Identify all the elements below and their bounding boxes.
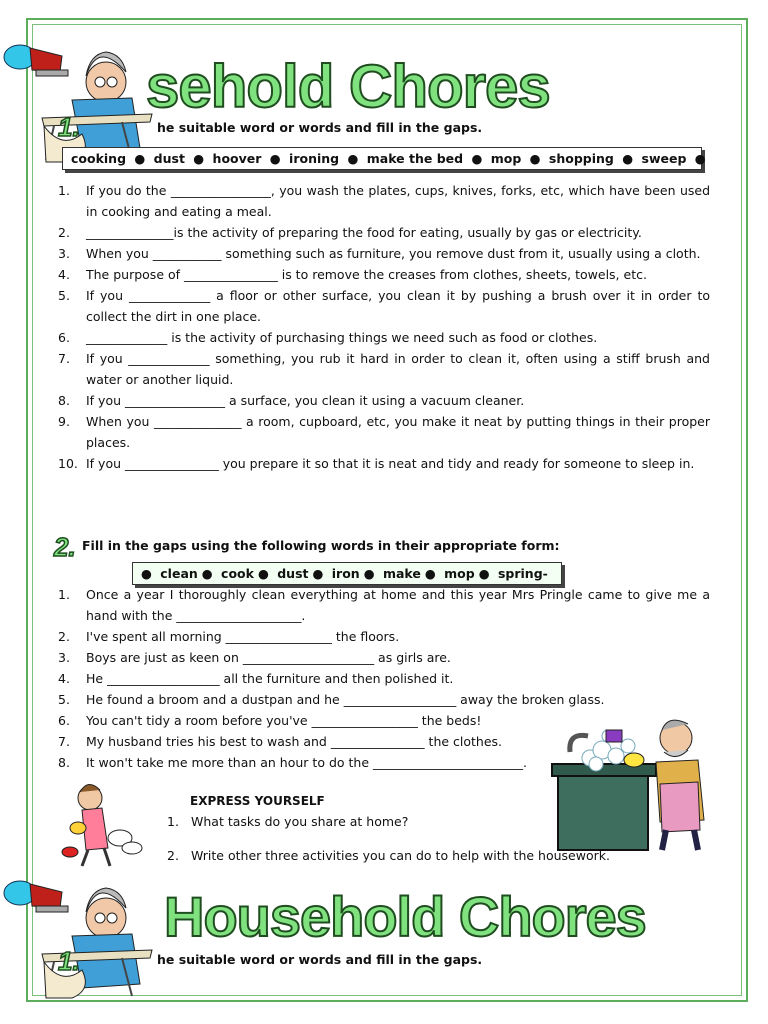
word-option: mop (444, 566, 475, 581)
list-item (58, 647, 710, 668)
item-number: 4. (58, 267, 70, 282)
word-option: hoover (212, 151, 262, 166)
word-bullet: ● (424, 566, 441, 581)
item-number: 5. (58, 692, 70, 707)
item-text: He __________________ all the furniture and then polished it. (86, 671, 454, 686)
list-item (58, 390, 710, 411)
word-option: iron (331, 566, 360, 581)
item-text: If you do the ________________, you wash the plates, cups, knives, forks, etc, which have been used in cooking and eating a meal. (86, 183, 710, 219)
word-option: cooking (71, 151, 127, 166)
word-option: mop (490, 151, 522, 166)
word-bullet: ● (257, 566, 274, 581)
exercise1-number: 1. (58, 112, 80, 142)
item-number: 4. (58, 671, 70, 686)
word-bullet: ● (141, 566, 157, 581)
word-option: dust (153, 151, 185, 166)
word-option: clean (160, 566, 198, 581)
item-number: 9. (58, 414, 70, 429)
item-text: ______________is the activity of preparing the food for eating, usually by gas or electricity. (86, 225, 642, 240)
item-text: When you ______________ a room, cupboard, etc, you make it neat by putting things in their proper places. (86, 414, 710, 450)
item-number: 1. (58, 587, 70, 602)
grandma-ironing-clipart-bottom (2, 866, 162, 1001)
express-question-1-num: 1. (167, 814, 179, 829)
word-bullet: ● (478, 566, 494, 581)
grandma-ironing-clipart-top (2, 30, 162, 165)
exercise2-number: 2. (54, 532, 76, 562)
word-bullet: ● (525, 151, 545, 166)
exercise1-list (58, 180, 710, 474)
man-juggling-dishes-clipart (58, 778, 168, 868)
footer-instruction: he suitable word or words and fill in the gaps. (157, 952, 483, 967)
word-option: make the bed (366, 151, 464, 166)
word-option: cook (221, 566, 254, 581)
item-number: 6. (58, 713, 70, 728)
list-item (58, 327, 710, 348)
item-text: _____________ is the activity of purchasing things we need such as food or clothes. (86, 330, 598, 345)
item-number: 10. (58, 456, 78, 471)
word-option: make (382, 566, 421, 581)
item-text: Boys are just as keen on _____________________ as girls are. (86, 650, 451, 665)
item-number: 8. (58, 393, 70, 408)
item-text: Once a year I thoroughly clean everything at home and this year Mrs Pringle came to give me a hand with the ____________________. (86, 587, 710, 623)
exercise2-word-box (132, 562, 562, 585)
express-question-2: Write other three activities you can do to help with the housework. (191, 848, 610, 863)
item-number: 8. (58, 755, 70, 770)
list-item (58, 243, 710, 264)
word-bullet: ● (363, 566, 379, 581)
title-bottom: Household Chores (164, 885, 646, 948)
word-bullet: ● (130, 151, 150, 166)
item-number: 3. (58, 650, 70, 665)
item-number: 5. (58, 288, 70, 303)
word-option: ironing (289, 151, 340, 166)
item-number: 2. (58, 629, 70, 644)
list-item (58, 453, 710, 474)
word-bullet: ● (265, 151, 286, 166)
list-item (58, 584, 710, 626)
word-bullet: ● (617, 151, 638, 166)
list-item (58, 285, 710, 327)
item-text: If you _____________ something, you rub it hard in order to clean it, often using a stiff brush and water or another liquid. (86, 351, 710, 387)
express-question-2-num: 2. (167, 848, 179, 863)
item-number: 7. (58, 351, 70, 366)
item-text: You can't tidy a room before you've _________________ the beds! (86, 713, 482, 728)
item-text: If you _______________ you prepare it so that it is neat and tidy and ready for someone to sleep in. (86, 456, 695, 471)
word-option: shopping (548, 151, 614, 166)
title-top: sehold Chores (146, 53, 550, 120)
exercise2-instruction: Fill in the gaps using the following words in their appropriate form: (82, 538, 560, 553)
list-item (58, 668, 710, 689)
list-item (58, 348, 710, 390)
item-number: 1. (58, 183, 70, 198)
list-item (58, 264, 710, 285)
item-text: I've spent all morning _________________ the floors. (86, 629, 400, 644)
item-text: It won't take me more than an hour to do the ________________________. (86, 755, 527, 770)
list-item (58, 180, 710, 222)
item-number: 3. (58, 246, 70, 261)
list-item (58, 626, 710, 647)
word-bullet: ● (201, 566, 218, 581)
item-text: When you ___________ something such as furniture, you remove dust from it, usually using a cloth. (86, 246, 701, 261)
item-number: 2. (58, 225, 70, 240)
item-text: He found a broom and a dustpan and he __________________ away the broken glass. (86, 692, 605, 707)
item-text: If you ________________ a surface, you clean it using a vacuum cleaner. (86, 393, 525, 408)
word-option: spring- (497, 566, 548, 581)
word-option: dust (277, 566, 309, 581)
item-number: 6. (58, 330, 70, 345)
item-text: My husband tries his best to wash and _______________ the clothes. (86, 734, 503, 749)
item-number: 7. (58, 734, 70, 749)
word-bullet: ● (690, 151, 706, 166)
man-washing-dishes-clipart (548, 700, 718, 855)
exercise1-instruction: he suitable word or words and fill in the gaps. (157, 120, 483, 135)
exercise1-word-box (62, 147, 706, 170)
word-bullet: ● (188, 151, 209, 166)
express-heading: EXPRESS YOURSELF (190, 794, 325, 808)
item-text: The purpose of _______________ is to remove the creases from clothes, sheets, towels, etc. (86, 267, 647, 282)
express-question-1: What tasks do you share at home? (191, 814, 409, 829)
list-item (58, 411, 710, 453)
footer-exercise-number: 1. (58, 946, 80, 976)
word-bullet: ● (312, 566, 328, 581)
word-bullet: ● (343, 151, 363, 166)
list-item (58, 222, 710, 243)
word-bullet: ● (467, 151, 487, 166)
item-text: If you _____________ a floor or other surface, you clean it by pushing a brush over it in order to collect the dirt in one place. (86, 288, 710, 324)
word-option: sweep (641, 151, 687, 166)
